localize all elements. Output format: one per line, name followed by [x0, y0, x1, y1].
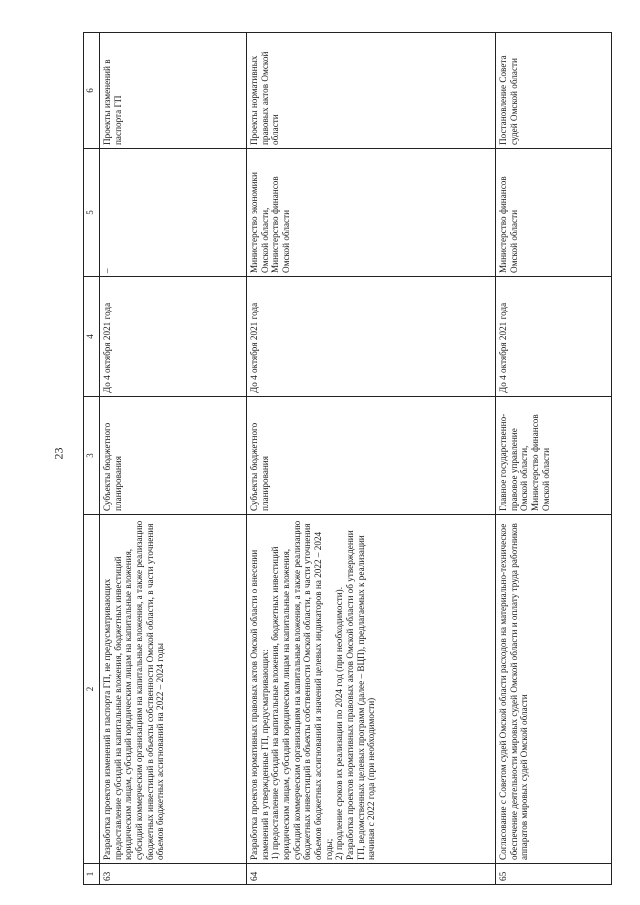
column-header: 3: [84, 397, 100, 515]
table-container: [83, 33, 611, 885]
coexecutor-cell: Министерство экономики Омской области, Министерство финансов Омской области: [247, 149, 496, 277]
coexecutor-cell: –: [100, 149, 247, 277]
page-number: 23: [51, 447, 66, 459]
row-number: 64: [247, 864, 496, 885]
row-number: 63: [100, 864, 247, 885]
task-cell: Разработка проектов нормативных правовых актов Омской области о внесении изменений в утвержденные ГП, предусматривающих: 1) предоставление субсидий на капитальные вложения, бюджетных инвестиций юридическим лицам, субсидий юридическим лицам на капитальные вложения, субсидий коммерческим организациям на капитальные вложения, а также реализацию бюджетных инвестиций в объекты собственности Омской области, в части уточнения объемов бюджетных ассигнований и значений целевых индикаторов на 2022 – 2024 годы; 2) продление сроков их реализации по 2024 год (при необходимости). Разработка проектов нормативных правовых актов Омской области об утверждении ГП, ведомственных целевых программ (далее – ВЦП), предлагаемых к реализации начиная с 2022 года (при необходимости): [247, 515, 496, 864]
column-header: 1: [84, 864, 100, 885]
column-header: 6: [84, 33, 100, 149]
deadline-cell: До 4 октября 2021 года: [247, 277, 496, 397]
deadline-cell: До 4 октября 2021 года: [496, 277, 612, 397]
column-header: 5: [84, 149, 100, 277]
column-header: 2: [84, 515, 100, 864]
deadline-cell: До 4 октября 2021 года: [100, 277, 247, 397]
executor-cell: Субъекты бюджетного планирования: [247, 397, 496, 515]
header-row: [84, 33, 100, 885]
table-row: [247, 33, 496, 885]
result-cell: Постановление Совета судей Омской области: [496, 33, 612, 149]
result-cell: Проекты изменений в паспорта ГП: [100, 33, 247, 149]
task-cell: Согласование с Советом судей Омской области расходов на материально-техническое обеспечение деятельности мировых судей Омской области и оплату труда работников аппаратов мировых судей Омской области: [496, 515, 612, 864]
column-header: 4: [84, 277, 100, 397]
executor-cell: Субъекты бюджетного планирования: [100, 397, 247, 515]
table-row: [100, 33, 247, 885]
coexecutor-cell: Министерство финансов Омской области: [496, 149, 612, 277]
task-cell: Разработка проектов изменений в паспорта ГП, не предусматривающих предоставление субсидий на капитальные вложения, бюджетных инвестиций юридическим лицам, субсидий юридическим лицам на капитальные вложения, субсидий коммерческим организациям на капитальные вложения, а также реализацию бюджетных инвестиций в объекты собственности Омской области, в части уточнения объемов бюджетных ассигнований на 2022 – 2024 годы: [100, 515, 247, 864]
executor-cell: Главное государственно-правовое управление Омской области, Министерство финансов Омской области: [496, 397, 612, 515]
result-cell: Проекты нормативных правовых актов Омской области: [247, 33, 496, 149]
plan-table: [83, 32, 612, 885]
table-row: [496, 33, 612, 885]
row-number: 65: [496, 864, 612, 885]
